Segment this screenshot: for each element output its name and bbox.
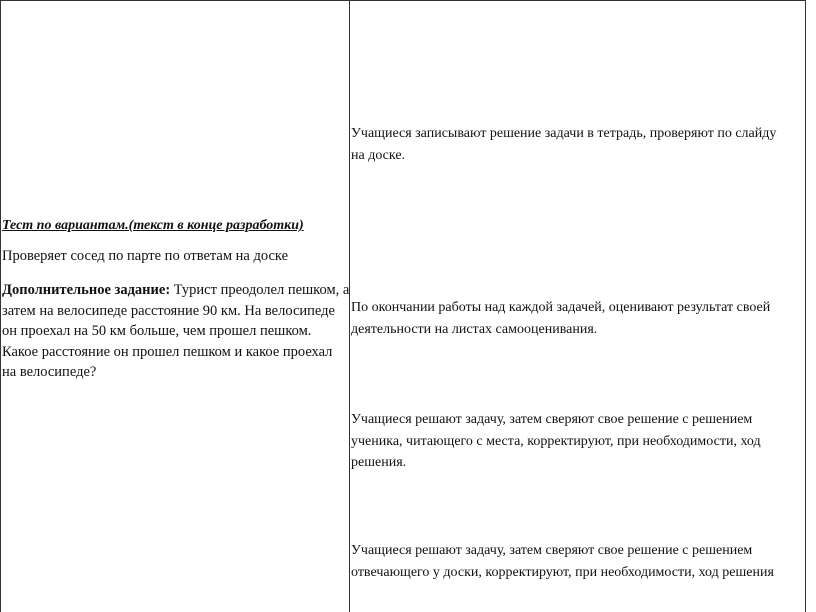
check-text: Проверяет сосед по парте по ответам на доске [2,248,289,264]
student-para-4: Учащиеся решают задачу, затем сверяют свое решение с решением отвечающего у доски, корректируют, при необходимости, ход решения [351,543,774,580]
student-para-2: По окончании работы над каждой задачей, оценивают результат своей деятельности на листах самооценивания. [351,300,771,337]
test-heading: Тест по вариантам.(текст в конце разработки) [2,218,304,233]
student-para-1: Учащиеся записывают решение задачи в тетрадь, проверяют по слайду на доске. [351,126,777,163]
extra-task [2,280,350,383]
student-activity-cell [351,0,801,612]
teacher-activity-cell [2,0,348,612]
extra-task-text: Турист преодолел пешком, а затем на велосипеде расстояние 90 км. На велосипеде он проехал на 50 км больше, чем прошел пешком. Какое расстояние он прошел пешком и какое проехал на велосипеде? [2,282,350,380]
extra-task-label: Дополнительное задание: [2,282,171,298]
student-para-3: Учащиеся решают задачу, затем сверяют свое решение с решением ученика, читающего с места, корректируют, при необходимости, ход решения. [351,412,761,470]
